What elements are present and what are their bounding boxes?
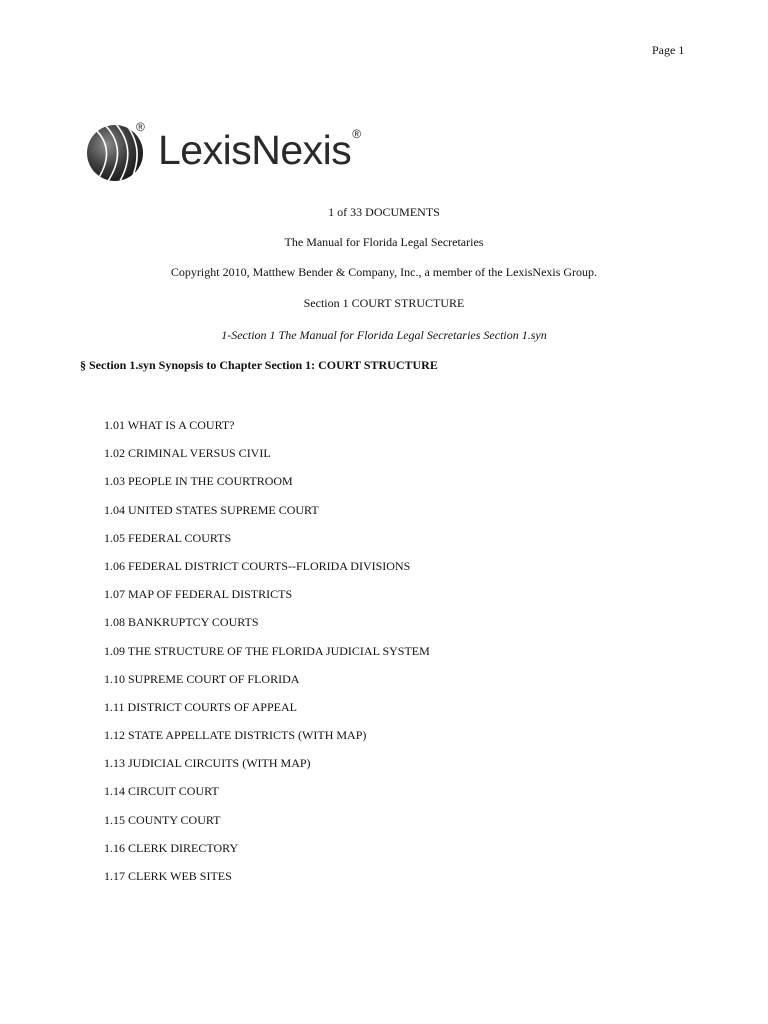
copyright-line: Copyright 2010, Matthew Bender & Company, Inc., a member of the LexisNexis Group. xyxy=(170,265,598,279)
logo-brand-text: LexisNexis xyxy=(158,127,352,173)
toc-item: 1.03 PEOPLE IN THE COURTROOM xyxy=(104,474,293,489)
toc-item: 1.04 UNITED STATES SUPREME COURT xyxy=(104,502,319,517)
toc-item: 1.01 WHAT IS A COURT? xyxy=(104,418,235,432)
page-number: Page 1 xyxy=(652,43,685,57)
toc-item: 1.09 THE STRUCTURE OF THE FLORIDA JUDICIAL SYSTEM xyxy=(104,643,430,658)
synopsis-heading: § Section 1.syn Synopsis to Chapter Section 1: COURT STRUCTURE xyxy=(80,358,438,372)
lexisnexis-logo xyxy=(84,120,384,186)
toc-item: 1.02 CRIMINAL VERSUS CIVIL xyxy=(104,446,271,461)
table-of-contents xyxy=(104,416,430,895)
toc-item: 1.07 MAP OF FEDERAL DISTRICTS xyxy=(104,587,293,602)
toc-item: 1.05 FEDERAL COURTS xyxy=(104,530,232,545)
toc-item: 1.10 SUPREME COURT OF FLORIDA xyxy=(104,671,300,686)
toc-item: 1.06 FEDERAL DISTRICT COURTS--FLORIDA DIVISIONS xyxy=(104,558,411,573)
toc-item: 1.08 BANKRUPTCY COURTS xyxy=(104,615,259,630)
toc-item: 1.13 JUDICIAL CIRCUITS (WITH MAP) xyxy=(104,756,311,771)
document-count: 1 of 33 DOCUMENTS xyxy=(328,205,440,219)
logo-registered-mark: ® xyxy=(352,127,361,141)
toc-item: 1.16 CLERK DIRECTORY xyxy=(104,840,239,855)
section-title: Section 1 COURT STRUCTURE xyxy=(303,296,465,310)
toc-item: 1.14 CIRCUIT COURT xyxy=(104,784,219,799)
toc-item: 1.17 CLERK WEB SITES xyxy=(104,869,232,883)
toc-item: 1.12 STATE APPELLATE DISTRICTS (WITH MAP) xyxy=(104,728,367,743)
document-title: The Manual for Florida Legal Secretaries xyxy=(284,235,484,249)
citation-line: 1-Section 1 The Manual for Florida Legal Secretaries Section 1.syn xyxy=(221,328,547,342)
registered-mark-icon: ® xyxy=(136,120,145,134)
toc-item: 1.11 DISTRICT COURTS OF APPEAL xyxy=(104,699,297,714)
toc-item: 1.15 COUNTY COURT xyxy=(104,812,221,827)
